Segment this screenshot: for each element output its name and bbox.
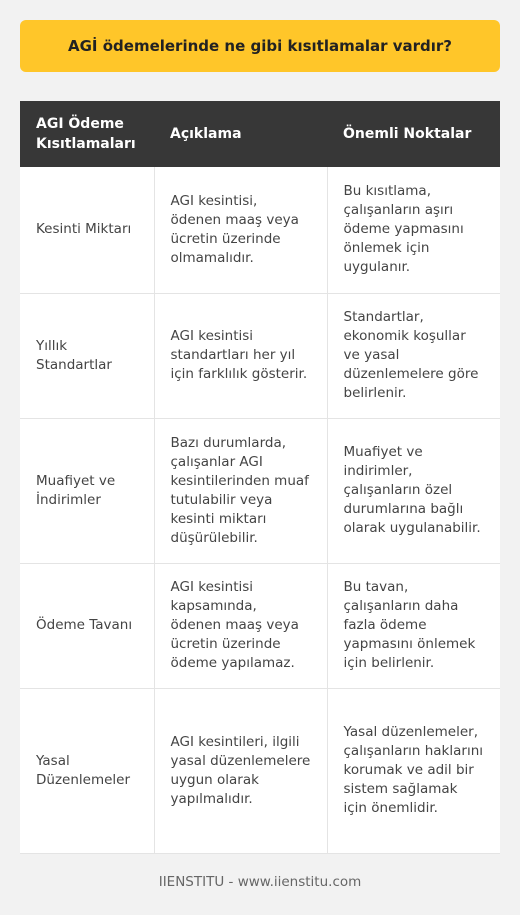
table-row — [20, 688, 500, 853]
table-row — [20, 563, 500, 688]
row-name: Kesinti Miktarı — [20, 167, 154, 293]
table-row — [20, 167, 500, 293]
row-description: AGI kesintisi standartları her yıl için farklılık gösterir. — [154, 293, 327, 418]
row-name: Ödeme Tavanı — [20, 563, 154, 688]
table-row — [20, 293, 500, 418]
header-restrictions: AGI Ödeme Kısıtlamaları — [20, 101, 154, 167]
row-description: AGI kesintisi kapsamında, ödenen maaş veya ücretin üzerinde ödeme yapılamaz. — [154, 563, 327, 688]
row-key-point: Bu kısıtlama, çalışanların aşırı ödeme yapmasını önlemek için uygulanır. — [327, 167, 500, 293]
header-key-points: Önemli Noktalar — [327, 101, 500, 167]
table-row — [20, 418, 500, 563]
row-name: Yasal Düzenlemeler — [20, 688, 154, 853]
page-title: AGİ ödemelerinde ne gibi kısıtlamalar vardır? — [20, 20, 500, 72]
row-key-point: Standartlar, ekonomik koşullar ve yasal düzenlemelere göre belirlenir. — [327, 293, 500, 418]
row-key-point: Yasal düzenlemeler, çalışanların haklarını korumak ve adil bir sistem sağlamak için önemlidir. — [327, 688, 500, 853]
row-name: Yıllık Standartlar — [20, 293, 154, 418]
restrictions-table — [20, 101, 500, 854]
table-header-row — [20, 101, 500, 167]
header-description: Açıklama — [154, 101, 327, 167]
row-description: AGI kesintisi, ödenen maaş veya ücretin üzerinde olmamalıdır. — [154, 167, 327, 293]
row-description: AGI kesintileri, ilgili yasal düzenlemelere uygun olarak yapılmalıdır. — [154, 688, 327, 853]
footer-credit: IIENSTITU - www.iienstitu.com — [158, 874, 362, 890]
row-name: Muafiyet ve İndirimler — [20, 418, 154, 563]
row-description: Bazı durumlarda, çalışanlar AGI kesintilerinden muaf tutulabilir veya kesinti miktarı düşürülebilir. — [154, 418, 327, 563]
row-key-point: Bu tavan, çalışanların daha fazla ödeme yapmasını önlemek için belirlenir. — [327, 563, 500, 688]
row-key-point: Muafiyet ve indirimler, çalışanların özel durumlarına bağlı olarak uygulanabilir. — [327, 418, 500, 563]
